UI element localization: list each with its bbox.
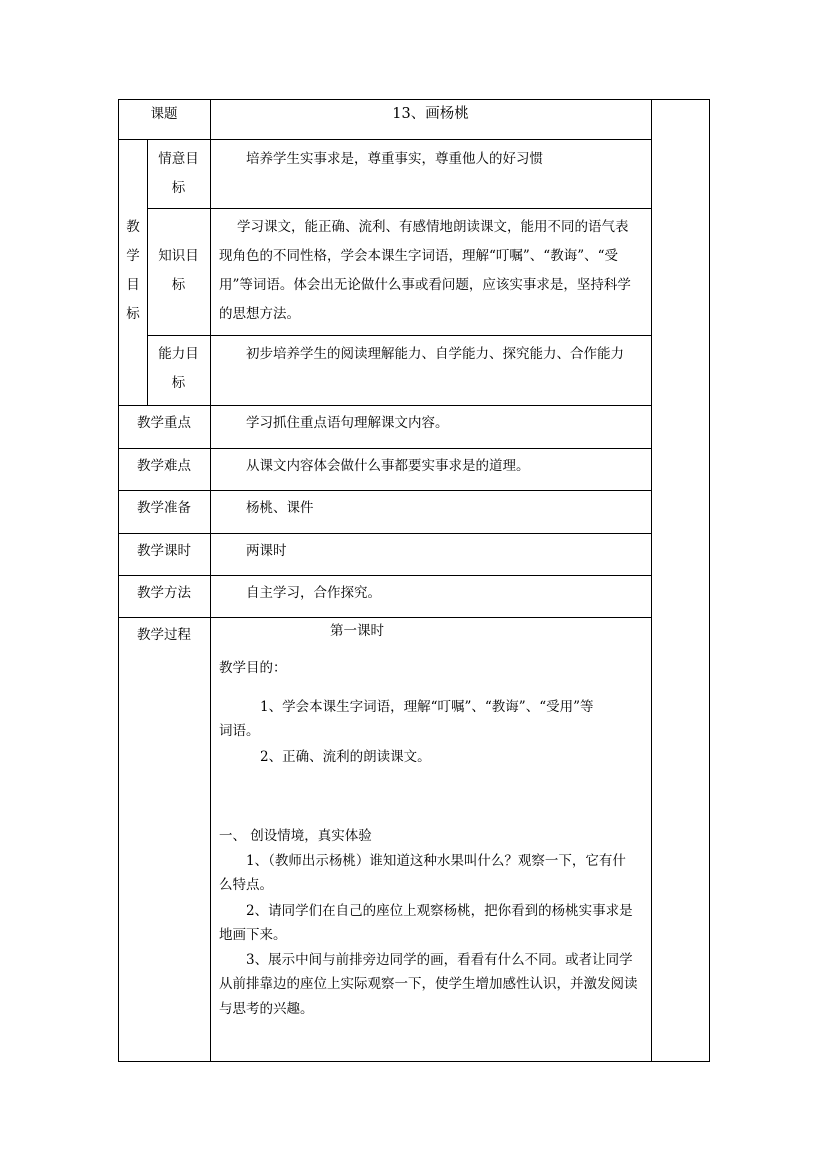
knowledge-line: 学习课文，能正确、流利、有感情地朗读课文，能用不同的语气表 — [237, 219, 629, 235]
step-2-line1: 2、请同学们在自己的座位上观察杨桃，把你看到的杨桃实事求是 — [246, 903, 633, 919]
section-1-heading: 一、 创设情境，真实体验 — [219, 828, 372, 844]
row-divider — [118, 139, 651, 140]
row-divider — [118, 617, 651, 618]
class-hours-text: 两课时 — [246, 543, 287, 559]
row-divider — [118, 490, 651, 491]
purpose-2: 2、正确、流利的朗读课文。 — [260, 749, 431, 765]
objectives-group-char: 教 — [126, 219, 140, 235]
key-point-label: 教学重点 — [137, 415, 191, 431]
difficulty-text: 从课文内容体会做什么事都要实事求是的道理。 — [246, 458, 530, 474]
objectives-group-char: 学 — [126, 248, 140, 264]
emotion-label-line: 情意目 — [158, 151, 199, 167]
difficulty-label: 教学难点 — [137, 458, 191, 474]
ability-objective-text: 初步培养学生的阅读理解能力、自学能力、探究能力、合作能力 — [246, 346, 624, 362]
column-divider — [651, 99, 652, 1062]
knowledge-line: 的思想方法。 — [219, 306, 300, 322]
row-divider — [118, 575, 651, 576]
step-1-line2: 么特点。 — [219, 877, 273, 893]
method-label: 教学方法 — [137, 585, 191, 601]
purpose-1-line1: 1、学会本课生字词语，理解“叮嘱”、“教诲”、“受用”等 — [260, 699, 594, 715]
ability-label-line: 能力目 — [158, 346, 199, 362]
step-1-line1: 1、（教师出示杨桃）谁知道这种水果叫什么？观察一下，它有什 — [246, 853, 626, 869]
objectives-group-label — [118, 213, 148, 329]
step-3-line3: 与思考的兴趣。 — [219, 1001, 314, 1017]
knowledge-line: 现角色的不同性格，学会本课生字词语，理解“叮嘱”、“教诲”、“受 — [219, 248, 619, 264]
ability-label-line: 标 — [171, 375, 186, 391]
knowledge-objective-label — [147, 242, 210, 300]
column-divider — [210, 99, 211, 1062]
step-3-line2: 从前排靠边的座位上实际观察一下，使学生增加感性认识，并激发阅读 — [219, 976, 638, 992]
purpose-1-line2: 词语。 — [219, 723, 260, 739]
row-divider — [118, 405, 651, 406]
topic-label: 课题 — [150, 106, 178, 122]
emotion-objective-text: 培养学生实事求是，尊重事实，尊重他人的好习惯 — [246, 151, 543, 167]
emotion-label-line: 标 — [171, 180, 186, 196]
knowledge-label-line: 标 — [171, 277, 186, 293]
method-text: 自主学习，合作探究。 — [246, 585, 381, 601]
process-label: 教学过程 — [137, 627, 191, 643]
row-divider — [118, 448, 651, 449]
table-border-right — [709, 99, 710, 1062]
lesson-title: 13、画杨桃 — [392, 106, 469, 122]
ability-objective-label — [147, 340, 210, 398]
session-title: 第一课时 — [330, 623, 384, 639]
objectives-group-char: 目 — [126, 277, 140, 293]
knowledge-objective-text — [219, 213, 649, 329]
row-divider — [147, 335, 651, 336]
preparation-label: 教学准备 — [137, 500, 191, 516]
table-border-bottom — [118, 1061, 710, 1062]
key-point-text: 学习抓住重点语句理解课文内容。 — [246, 415, 449, 431]
knowledge-label-line: 知识目 — [158, 248, 199, 264]
row-divider — [147, 208, 651, 209]
step-2-line2: 地画下来。 — [219, 927, 287, 943]
objectives-group-char: 标 — [126, 306, 140, 322]
purpose-heading: 教学目的： — [219, 660, 287, 676]
row-divider — [118, 533, 651, 534]
class-hours-label: 教学课时 — [137, 543, 191, 559]
emotion-objective-label — [147, 145, 210, 203]
knowledge-line: 用”等词语。体会出无论做什么事或看问题，应该实事求是，坚持科学 — [219, 277, 631, 293]
step-3-line1: 3、展示中间与前排旁边同学的画，看看有什么不同。或者让同学 — [246, 952, 633, 968]
preparation-text: 杨桃、课件 — [246, 500, 314, 516]
